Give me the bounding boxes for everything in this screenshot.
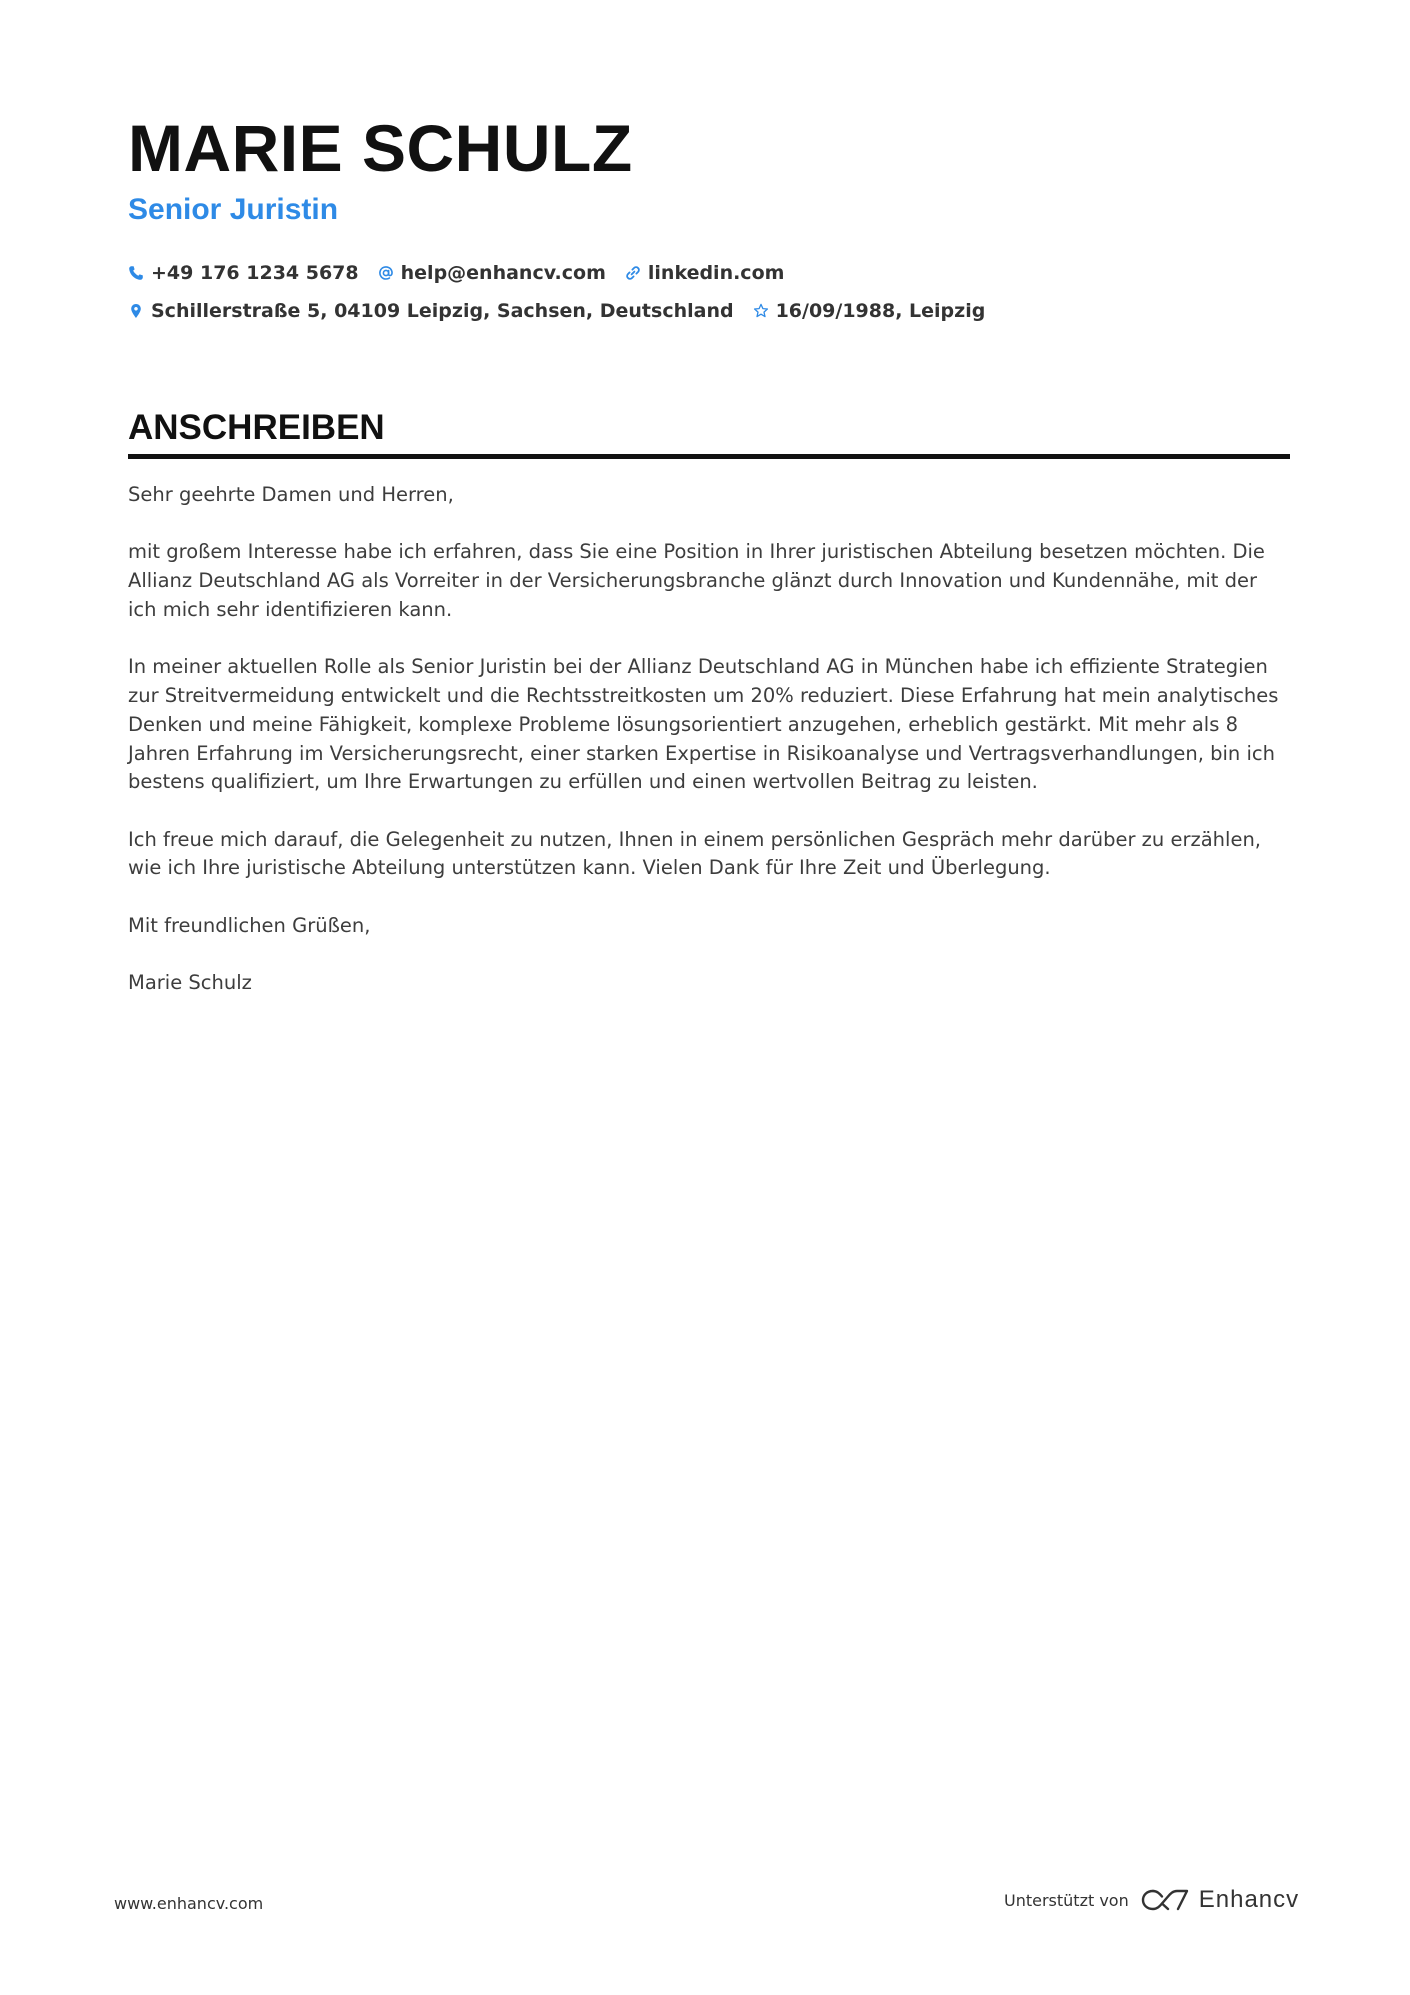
star-icon bbox=[753, 303, 769, 319]
address: Schillerstraße 5, 04109 Leipzig, Sachsen, Deutschland bbox=[151, 300, 734, 322]
linkedin-link[interactable]: linkedin.com bbox=[647, 262, 785, 284]
email-address[interactable]: help@enhancv.com bbox=[400, 262, 606, 284]
footer-branding bbox=[1004, 1886, 1299, 1914]
linkedin-contact bbox=[625, 262, 785, 284]
contact-info bbox=[128, 254, 1288, 330]
email-contact bbox=[378, 262, 606, 284]
header bbox=[128, 108, 1288, 330]
contact-row-2 bbox=[128, 292, 1288, 330]
candidate-name: MARIE SCHULZ bbox=[128, 111, 633, 185]
at-icon bbox=[378, 265, 394, 281]
footer-website[interactable]: www.enhancv.com bbox=[114, 1894, 264, 1913]
closing: Mit freundlichen Grüßen, bbox=[128, 913, 371, 937]
job-title: Senior Juristin bbox=[128, 193, 339, 226]
brand-logo[interactable] bbox=[1141, 1886, 1299, 1914]
phone-number: +49 176 1234 5678 bbox=[151, 262, 359, 284]
enhancv-logo-icon bbox=[1141, 1887, 1189, 1913]
letter-paragraph: In meiner aktuellen Rolle als Senior Juristin bei der Allianz Deutschland AG in München habe ich effiziente Strategien zur Streitvermeidung entwickelt und die Rechtsstreitkosten um 20% reduziert. Diese Erfahrung hat mein analytisches Denken und meine Fähigkeit, komplexe Probleme lösungsorientiert anzugehen, erheblich gestärkt. Mit mehr als 8 Jahren Erfahrung im Versicherungsrecht, einer starken Expertise in Risikoanalyse und Vertragsverhandlungen, bin ich bestens qualifiziert, um Ihre Erwartungen zu erfüllen und einen wertvollen Beitrag zu leisten. bbox=[128, 655, 1279, 794]
section-divider bbox=[128, 454, 1290, 459]
letter-paragraph: Ich freue mich darauf, die Gelegenheit zu nutzen, Ihnen in einem persönlichen Gespräch mehr darüber zu erzählen, wie ich Ihre juristische Abteilung unterstützen kann. Vielen Dank für Ihre Zeit und Überlegung. bbox=[128, 827, 1261, 880]
powered-by-label: Unterstützt von bbox=[1004, 1890, 1129, 1910]
phone-icon bbox=[128, 265, 144, 281]
phone-contact bbox=[128, 262, 359, 284]
link-icon bbox=[625, 265, 641, 281]
location-pin-icon bbox=[128, 303, 144, 319]
cover-letter-section bbox=[128, 404, 1290, 1026]
letter-paragraph: mit großem Interesse habe ich erfahren, dass Sie eine Position in Ihrer juristischen Abteilung besetzen möchten. Die Allianz Deutschland AG als Vorreiter in der Versicherungsbranche glänzt durch Innovation und Kundennähe, mit der ich mich sehr identifizieren kann. bbox=[128, 540, 1265, 621]
salutation: Sehr geehrte Damen und Herren, bbox=[128, 483, 454, 506]
address-contact bbox=[128, 300, 734, 322]
birth-contact bbox=[753, 300, 986, 322]
section-title: ANSCHREIBEN bbox=[128, 408, 385, 447]
brand-name: Enhancv bbox=[1198, 1886, 1300, 1913]
letter-body bbox=[128, 481, 1290, 998]
birth-date-place: 16/09/1988, Leipzig bbox=[775, 300, 986, 322]
contact-row-1 bbox=[128, 254, 1288, 292]
signature-name: Marie Schulz bbox=[128, 971, 252, 995]
